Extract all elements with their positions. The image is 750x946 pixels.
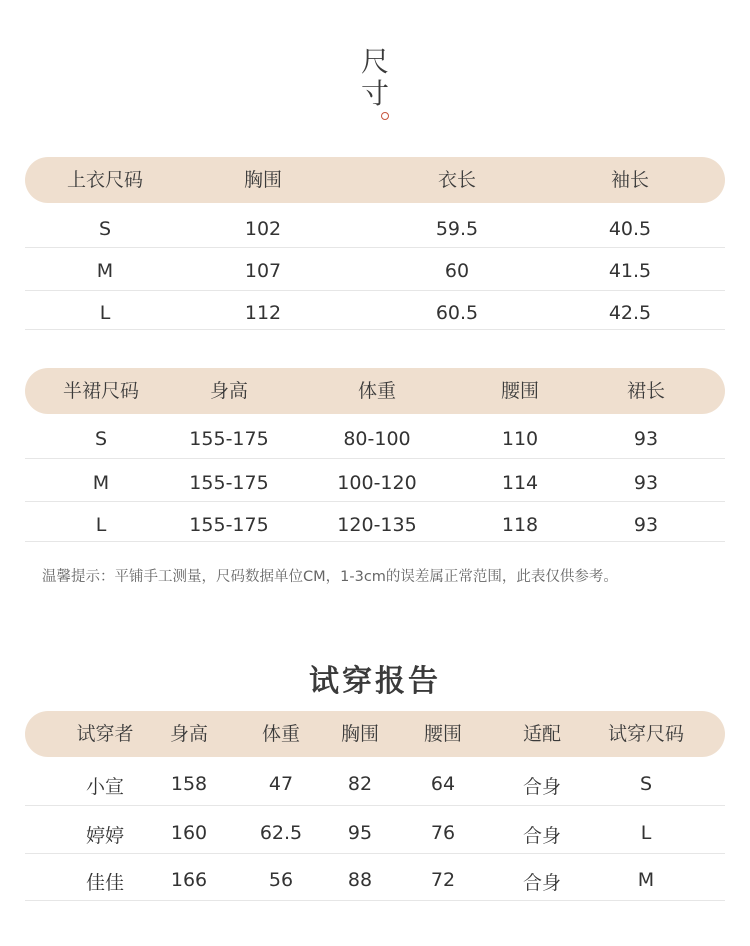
table-cell: 76 <box>430 822 456 844</box>
table-cell: 93 <box>633 472 659 494</box>
table-cell: 120-135 <box>337 514 417 536</box>
table-cell: 112 <box>244 302 282 324</box>
table-cell: M <box>96 260 114 282</box>
table-cell: 155-175 <box>189 514 269 536</box>
header-cell: 半裙尺码 <box>62 380 140 402</box>
table-cell: S <box>98 218 112 240</box>
table-cell: 婷婷 <box>85 825 125 847</box>
table-cell: 102 <box>244 218 282 240</box>
size-title <box>355 46 395 110</box>
table-cell: 160 <box>170 822 208 844</box>
title-dot-ornament <box>381 112 389 120</box>
table-cell: 42.5 <box>608 302 652 324</box>
fit-report-table-header <box>25 711 725 757</box>
table-row <box>25 414 725 459</box>
header-cell: 胸围 <box>243 169 283 191</box>
header-cell: 腰围 <box>500 380 540 402</box>
table-cell: S <box>94 428 108 450</box>
header-cell: 腰围 <box>423 723 463 745</box>
table-row <box>25 248 725 291</box>
table-row <box>25 757 725 806</box>
table-row <box>25 459 725 502</box>
table-cell: 93 <box>633 514 659 536</box>
table-cell: 64 <box>430 773 456 795</box>
table-cell: S <box>639 773 653 795</box>
measurement-note: 温馨提示：平铺手工测量，尺码数据单位CM，1-3cm的误差属正常范围，此表仅供参考。 <box>42 569 618 585</box>
table-cell: 110 <box>501 428 539 450</box>
header-cell: 身高 <box>169 723 209 745</box>
header-cell: 袖长 <box>610 169 650 191</box>
table-cell: 合身 <box>522 825 562 847</box>
table-cell: 59.5 <box>435 218 479 240</box>
table-cell: 60 <box>444 260 470 282</box>
fit-report-title: 试穿报告 <box>309 664 441 699</box>
header-cell: 上衣尺码 <box>66 169 144 191</box>
table-cell: 80-100 <box>343 428 411 450</box>
table-cell: 62.5 <box>259 822 303 844</box>
table-cell: 155-175 <box>189 428 269 450</box>
table-row <box>25 854 725 901</box>
header-cell: 试穿尺码 <box>607 723 685 745</box>
table-cell: 合身 <box>522 776 562 798</box>
table-cell: 93 <box>633 428 659 450</box>
table-cell: 佳佳 <box>85 872 125 894</box>
table-cell: 合身 <box>522 872 562 894</box>
fit-report-table <box>25 711 725 901</box>
table-row <box>25 291 725 330</box>
table-cell: 82 <box>347 773 373 795</box>
table-cell: M <box>92 472 110 494</box>
table-cell: M <box>637 869 655 891</box>
header-cell: 试穿者 <box>76 723 134 745</box>
table-cell: 56 <box>268 869 294 891</box>
table-row <box>25 203 725 248</box>
table-cell: 95 <box>347 822 373 844</box>
skirt-size-table <box>25 368 725 542</box>
table-cell: 72 <box>430 869 456 891</box>
skirt-size-table-header <box>25 368 725 414</box>
header-cell: 身高 <box>209 380 249 402</box>
table-row <box>25 806 725 854</box>
header-cell: 体重 <box>261 723 301 745</box>
header-cell: 衣长 <box>437 169 477 191</box>
table-cell: 47 <box>268 773 294 795</box>
table-cell: 107 <box>244 260 282 282</box>
table-cell: 小宣 <box>85 776 125 798</box>
table-cell: L <box>640 822 652 844</box>
table-cell: 88 <box>347 869 373 891</box>
table-cell: 166 <box>170 869 208 891</box>
header-cell: 胸围 <box>340 723 380 745</box>
size-title-char-1: 尺 <box>360 45 389 78</box>
table-row <box>25 502 725 542</box>
table-cell: 114 <box>501 472 539 494</box>
table-cell: 40.5 <box>608 218 652 240</box>
table-cell: L <box>99 302 111 324</box>
table-cell: 118 <box>501 514 539 536</box>
table-cell: L <box>95 514 107 536</box>
table-cell: 60.5 <box>435 302 479 324</box>
header-cell: 适配 <box>522 723 562 745</box>
table-cell: 41.5 <box>608 260 652 282</box>
table-cell: 100-120 <box>337 472 417 494</box>
table-cell: 158 <box>170 773 208 795</box>
header-cell: 体重 <box>357 380 397 402</box>
top-size-table <box>25 157 725 330</box>
table-cell: 155-175 <box>189 472 269 494</box>
size-title-char-2: 寸 <box>360 77 389 110</box>
header-cell: 裙长 <box>626 380 666 402</box>
top-size-table-header <box>25 157 725 203</box>
